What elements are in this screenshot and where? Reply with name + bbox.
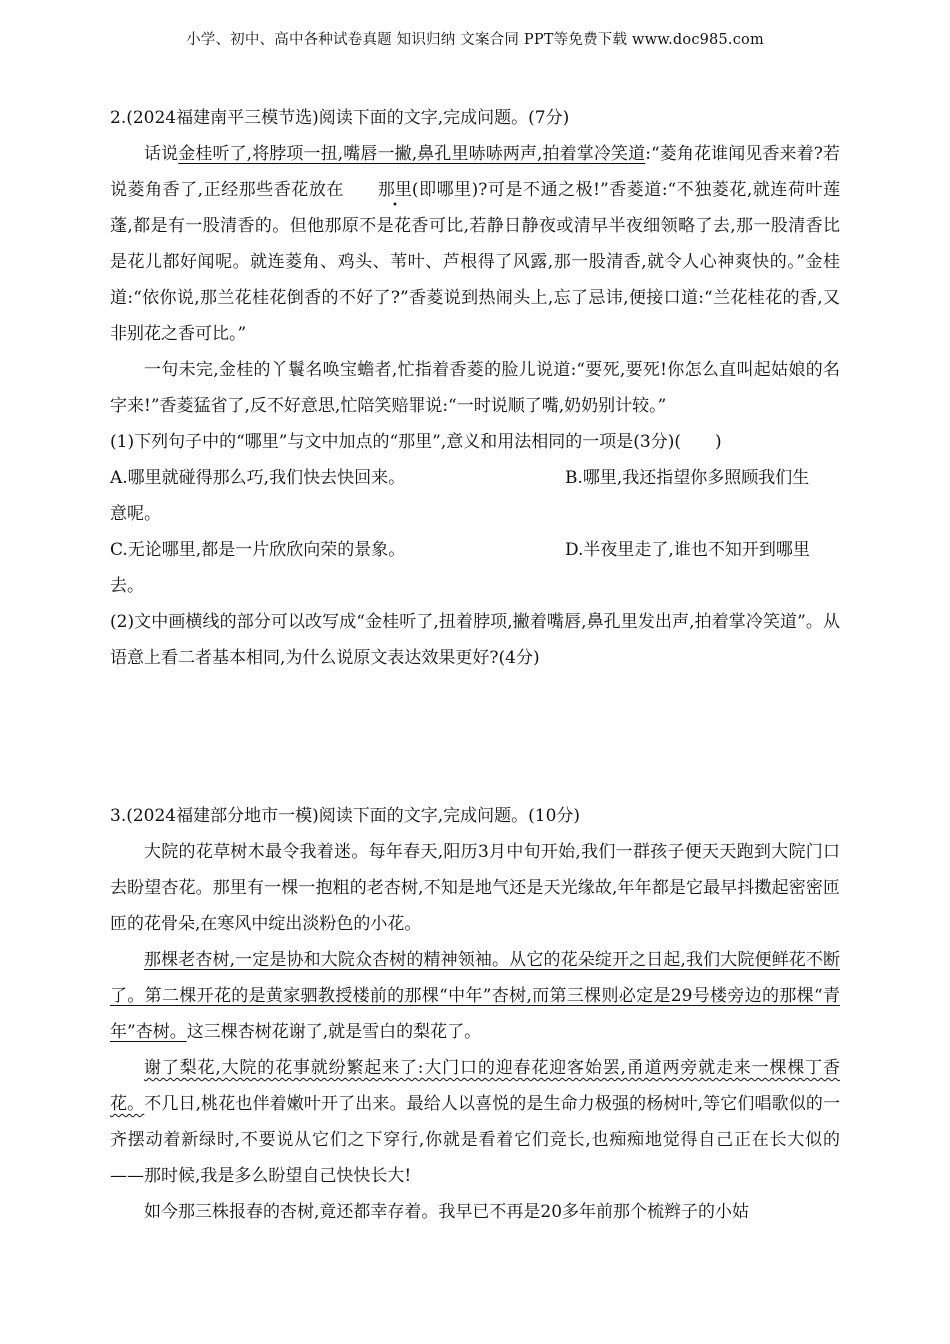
q2-sub-question-2: (2)文中画横线的部分可以改写成“金桂听了,扭着脖项,撇着嘴唇,鼻孔里发出声,拍着掌冷笑道”。从语意上看二者基本相同,为什么说原文表达效果更好?(4分) (110, 612, 840, 668)
option-d: D.半夜里走了,谁也不知开到哪里 (565, 540, 810, 560)
document-body (110, 100, 840, 1230)
q2-dotted-word-nali: 那里 (377, 180, 412, 200)
answer-space (110, 676, 840, 798)
q2-options-row-ab (110, 460, 840, 496)
q2-p1-part-b: :“菱角花谁闻见香来着?若说菱角香了,正经那些香花放在 (110, 144, 840, 200)
q3-passage-paragraph-4: 如今那三株报春的杏树,竟还都幸存着。我早已不再是20多年前那个梳辫子的小姑 (144, 1202, 750, 1222)
q3-p2-tail: 这三棵杏树花谢了,就是雪白的梨花了。 (186, 1022, 482, 1042)
q2-passage-paragraph-2: 一句未完,金桂的丫鬟名唤宝蟾者,忙指着香菱的脸儿说道:“要死,要死!你怎么直叫起姑娘的名字来!”香菱猛省了,反不好意思,忙陪笑赔罪说:“一时说顺了嘴,奶奶别计较。” (110, 360, 840, 416)
q3-underlined-sentences: 那棵老杏树,一定是协和大院众杏树的精神领袖。从它的花朵绽开之日起,我们大院便鲜花不断了。第二棵开花的是黄家驷教授楼前的那棵“中年”杏树,而第三棵则必定是29号楼旁边的那棵“青年”杏树。 (110, 950, 840, 1042)
option-a: A.哪里就碰得那么巧,我们快去快回来。 (110, 468, 406, 488)
option-b: B.哪里,我还指望你多照顾我们生 (565, 468, 810, 488)
q3-passage-paragraph-3 (110, 1050, 840, 1194)
page-header: 小学、初中、高中各种试卷真题 知识归纳 文案合同 PPT等免费下载 www.doc985.com (186, 32, 764, 48)
q2-p1-part-c: (即哪里)?可是不通之极!”香菱道:“不独菱花,就连荷叶莲蓬,都是有一股清香的。但他那原不是花香可比,若静日静夜或清早半夜细领略了去,那一股清香比是花儿都好闻呢。就连菱角、鸡头、苇叶、芦根得了风露,那一股清香,就令人心神爽快的。”金桂道:“依你说,那兰花桂花倒香的不好了?”香菱说到热闹头上,忘了忌讳,便接口道:“兰花桂花的香,又非别花之香可比。” (110, 180, 841, 344)
q2-passage-paragraph-1 (110, 136, 840, 352)
question-2-title: 2.(2024福建南平三模节选)阅读下面的文字,完成问题。(7分) (110, 108, 570, 128)
option-d-continuation: 去。 (110, 576, 144, 596)
option-c: C.无论哪里,都是一片欣欣向荣的景象。 (110, 540, 406, 560)
q2-sub-question-1: (1)下列句子中的“哪里”与文中加点的“那里”,意义和用法相同的一项是(3分)( ) (110, 432, 722, 452)
question-3-title: 3.(2024福建部分地市一模)阅读下面的文字,完成问题。(10分) (110, 806, 581, 826)
q3-passage-paragraph-2 (110, 942, 840, 1050)
q3-wavy-underlined-sentence: 谢了梨花,大院的花事就纷繁起来了:大门口的迎春花迎客始罢,甬道两旁就走来一棵棵丁香花。 (110, 1058, 840, 1114)
q3-p3-rest: 不几日,桃花也伴着嫩叶开了出来。最给人以喜悦的是生命力极强的杨树叶,等它们唱歌似的一齐摆动着新绿时,不要说从它们之下穿行,你就是看着它们竞长,也痴痴地觉得自己正在长大似的——那时候,我是多么盼望自己快快长大! (110, 1094, 841, 1186)
q2-options-row-cd (110, 532, 840, 568)
q3-passage-paragraph-1: 大院的花草树木最令我着迷。每年春天,阳历3月中旬开始,我们一群孩子便天天跑到大院门口去盼望杏花。那里有一棵一抱粗的老杏树,不知是地气还是天光缘故,年年都是它最早抖擞起密密匝匝的花骨朵,在寒风中绽出淡粉色的小花。 (110, 842, 840, 934)
q2-underlined-sentence: 金桂听了,将脖项一扭,嘴唇一撇,鼻孔里哧哧两声,拍着掌冷笑道 (178, 144, 646, 164)
option-b-continuation: 意呢。 (110, 504, 161, 524)
q2-p1-lead: 话说 (144, 144, 179, 164)
